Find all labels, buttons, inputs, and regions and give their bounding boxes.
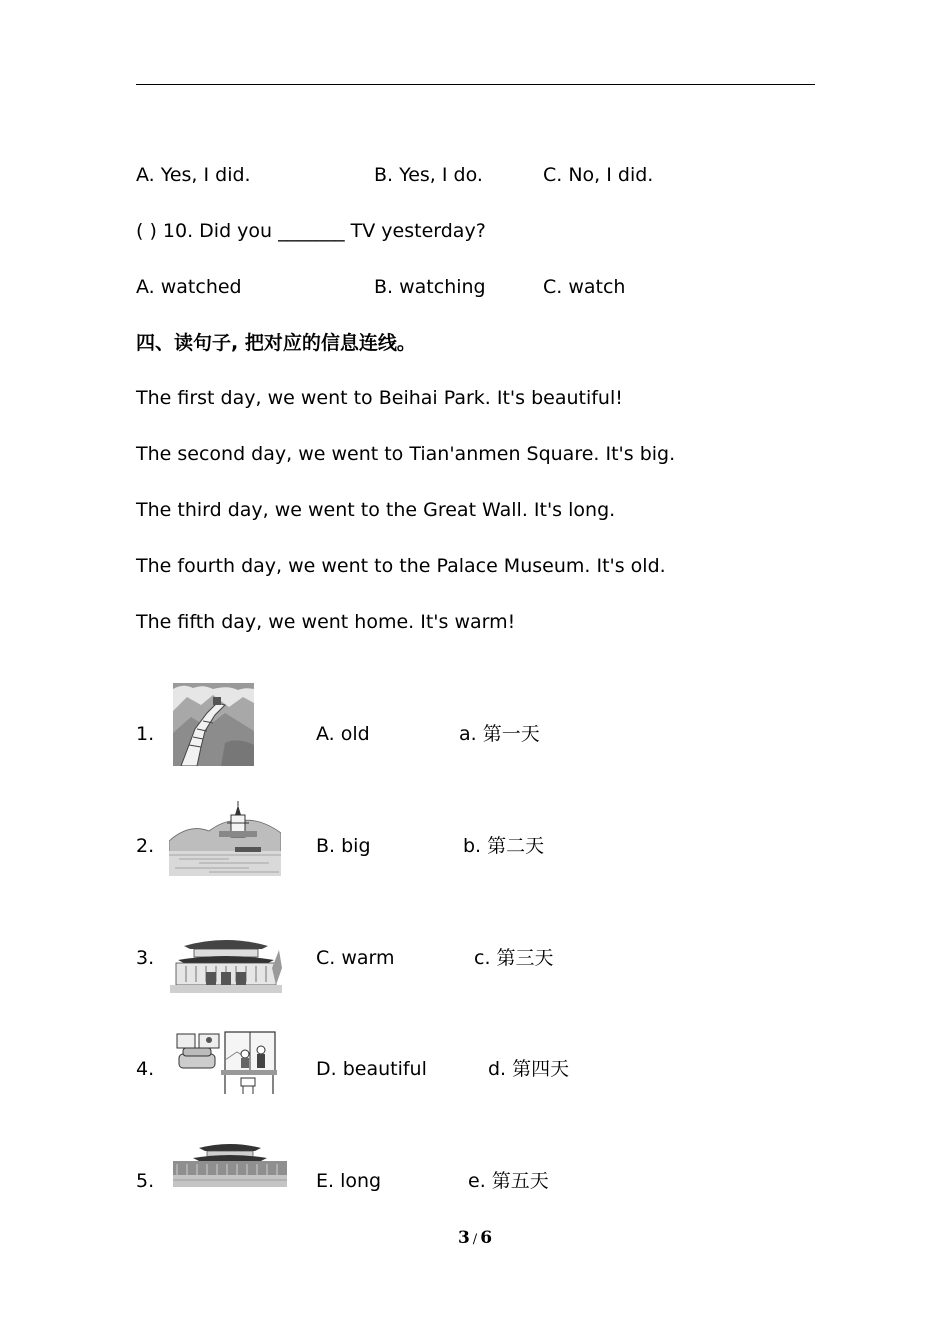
page-total: 6 <box>480 1228 493 1248</box>
sentence-4: The fourth day, we went to the Palace Museum. It's old. <box>136 555 666 577</box>
row-2-day: b. 第二天 <box>463 835 545 857</box>
great-wall-picture <box>173 683 254 766</box>
row-1-word: A. old <box>316 723 370 745</box>
row-4-day: d. 第四天 <box>488 1058 570 1080</box>
row-2-word: B. big <box>316 835 371 857</box>
section4-heading: 四、读句子, 把对应的信息连线。 <box>136 332 416 354</box>
q10-option-a: A. watched <box>136 276 242 298</box>
sentence-5: The fifth day, we went home. It's warm! <box>136 611 516 633</box>
home-picture <box>173 1030 281 1096</box>
q10-option-c: C. watch <box>543 276 626 298</box>
tiananmen-square-picture <box>173 1138 287 1187</box>
row-1-number: 1. <box>136 723 155 745</box>
q9-option-b: B. Yes, I do. <box>374 164 483 186</box>
q9-option-c: C. No, I did. <box>543 164 654 186</box>
sentence-3: The third day, we went to the Great Wall. It's long. <box>136 499 616 521</box>
row-2-number: 2. <box>136 835 155 857</box>
row-5-word: E. long <box>316 1170 382 1192</box>
sentence-1: The first day, we went to Beihai Park. It's beautiful! <box>136 387 623 409</box>
row-5-day: e. 第五天 <box>468 1170 549 1192</box>
sentence-2: The second day, we went to Tian'anmen Square. It's big. <box>136 443 676 465</box>
q10-stem: ( ) 10. Did you _______ TV yesterday? <box>136 220 486 242</box>
row-5-number: 5. <box>136 1170 155 1192</box>
row-1-day: a. 第一天 <box>459 723 540 745</box>
q9-option-a: A. Yes, I did. <box>136 164 251 186</box>
q10-option-b: B. watching <box>374 276 486 298</box>
row-4-word: D. beautiful <box>316 1058 427 1080</box>
row-4-number: 4. <box>136 1058 155 1080</box>
row-3-day: c. 第三天 <box>474 947 554 969</box>
row-3-word: C. warm <box>316 947 395 969</box>
page-number <box>0 1228 950 1248</box>
header-rule <box>136 84 815 85</box>
page-separator: / <box>472 1232 478 1247</box>
row-3-number: 3. <box>136 947 155 969</box>
page-current: 3 <box>457 1228 470 1248</box>
beihai-park-picture <box>169 801 281 876</box>
palace-museum-picture <box>170 930 282 993</box>
